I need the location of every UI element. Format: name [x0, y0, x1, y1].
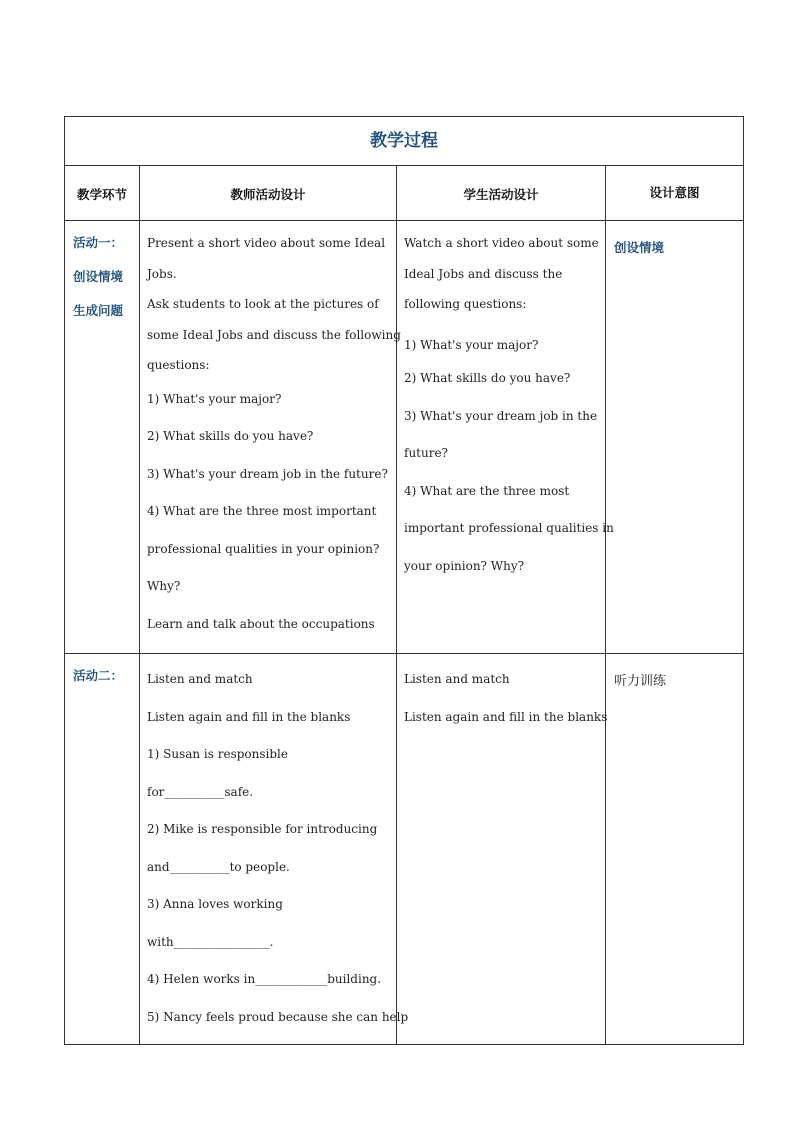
student-line: Ideal Jobs and discuss the — [404, 266, 563, 281]
student-line: future? — [404, 446, 448, 460]
teacher-line: Why? — [147, 579, 181, 593]
student-line: 1) What's your major? — [404, 337, 539, 352]
student-activity-cell — [397, 654, 606, 1045]
design-intent: 听力训练 — [614, 674, 667, 689]
teacher-line: 2) What skills do you have? — [147, 429, 314, 443]
header-design-intent: 设计意图 — [606, 166, 744, 221]
teacher-line: Ask students to look at the pictures of — [147, 297, 379, 311]
student-line: following questions: — [404, 297, 527, 311]
table-row — [65, 221, 744, 654]
design-intent: 创设情境 — [614, 240, 665, 255]
stage-cell-activity-2 — [65, 654, 140, 1045]
student-line: Listen again and fill in the blanks — [404, 709, 608, 724]
teacher-line: 4) What are the three most important — [147, 504, 377, 518]
stage-label: 活动二： — [73, 668, 124, 683]
teacher-line: Listen and match — [147, 672, 253, 686]
teacher-line: questions: — [147, 358, 210, 372]
student-line: Listen and match — [404, 672, 510, 686]
teacher-activity-cell — [140, 654, 409, 1045]
stage-label: 活动一： — [73, 235, 124, 250]
stage-label: 创设情境 — [73, 269, 124, 284]
teacher-line: with________________. — [147, 934, 274, 949]
design-intent-cell — [606, 221, 744, 654]
student-line: Watch a short video about some — [404, 236, 599, 250]
teacher-line: 1) What's your major? — [147, 391, 282, 406]
student-activity-cell — [397, 221, 614, 654]
teacher-line: Learn and talk about the occupations — [147, 616, 375, 631]
teacher-line: and__________to people. — [147, 859, 290, 874]
teacher-line: 1) Susan is responsible — [147, 747, 288, 761]
teacher-line: 3) What's your dream job in the future? — [147, 466, 388, 481]
table-row — [65, 654, 744, 1045]
table-title-cell — [65, 117, 744, 166]
student-line: 2) What skills do you have? — [404, 371, 571, 385]
teacher-line: professional qualities in your opinion? — [147, 541, 380, 556]
student-line: important professional qualities in — [404, 521, 614, 535]
design-intent-cell — [606, 654, 744, 1045]
teacher-line: 3) Anna loves working — [147, 897, 283, 911]
teacher-line: Listen again and fill in the blanks — [147, 709, 351, 724]
student-line: your opinion? Why? — [404, 558, 525, 573]
stage-label: 生成问题 — [73, 303, 124, 318]
teacher-line: Present a short video about some Ideal — [147, 236, 386, 250]
student-line: 3) What's your dream job in the — [404, 408, 598, 423]
stage-cell-activity-1 — [65, 221, 140, 654]
table-title: 教学过程 — [370, 131, 438, 151]
teacher-line: Jobs. — [147, 266, 177, 281]
lesson-process-table — [64, 116, 744, 1045]
header-student-activity: 学生活动设计 — [397, 166, 606, 221]
teacher-line: 5) Nancy feels proud because she can help — [147, 1009, 409, 1024]
teacher-line: for__________safe. — [147, 784, 254, 799]
teacher-line: 2) Mike is responsible for introducing — [147, 822, 378, 836]
student-line: 4) What are the three most — [404, 483, 570, 498]
header-teacher-activity: 教师活动设计 — [140, 166, 397, 221]
teacher-line: 4) Helen works in____________building. — [147, 972, 382, 986]
teacher-activity-cell — [140, 221, 401, 654]
header-stage: 教学环节 — [65, 166, 140, 221]
teacher-line: some Ideal Jobs and discuss the following — [147, 327, 401, 342]
